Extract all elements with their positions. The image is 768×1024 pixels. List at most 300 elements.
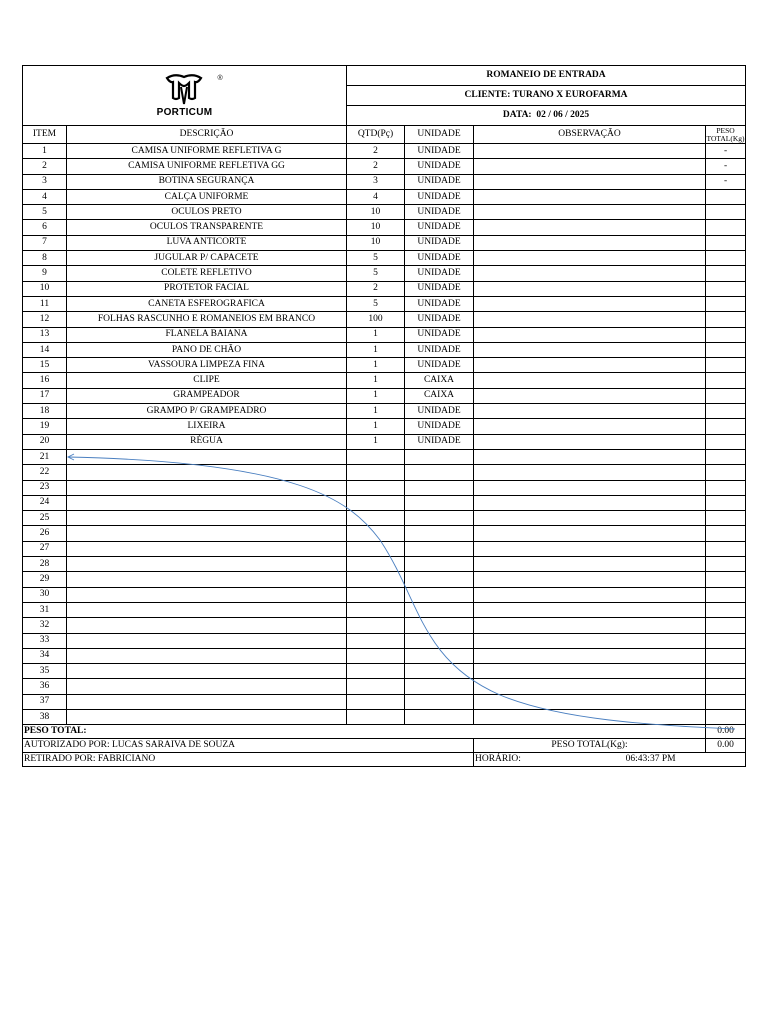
row-qtd xyxy=(347,465,405,480)
row-descricao: CAMISA UNIFORME REFLETIVA GG xyxy=(67,159,347,174)
row-observacao xyxy=(474,281,706,296)
table-row xyxy=(23,144,746,159)
row-observacao xyxy=(474,327,706,342)
row-unidade: CAIXA xyxy=(405,388,474,403)
row-unidade: UNIDADE xyxy=(405,327,474,342)
row-peso xyxy=(706,342,746,357)
table-row xyxy=(23,694,746,709)
row-peso xyxy=(706,541,746,556)
row-peso: - xyxy=(706,174,746,189)
row-descricao: JUGULAR P/ CAPACETE xyxy=(67,251,347,266)
row-unidade xyxy=(405,480,474,495)
row-peso xyxy=(706,449,746,464)
row-observacao xyxy=(474,480,706,495)
row-unidade xyxy=(405,602,474,617)
table-row xyxy=(23,296,746,311)
row-qtd: 10 xyxy=(347,205,405,220)
row-item-number: 38 xyxy=(23,709,67,724)
table-row xyxy=(23,159,746,174)
row-descricao: FOLHAS RASCUNHO E ROMANEIOS EM BRANCO xyxy=(67,312,347,327)
column-header-row xyxy=(23,126,746,144)
row-item-number: 30 xyxy=(23,587,67,602)
row-qtd xyxy=(347,541,405,556)
row-unidade: UNIDADE xyxy=(405,174,474,189)
row-unidade: UNIDADE xyxy=(405,159,474,174)
logo-cell xyxy=(23,66,347,126)
row-item-number: 6 xyxy=(23,220,67,235)
row-descricao: FLANELA BAIANA xyxy=(67,327,347,342)
table-row xyxy=(23,526,746,541)
table-row xyxy=(23,618,746,633)
row-peso xyxy=(706,434,746,449)
row-peso xyxy=(706,648,746,663)
row-observacao xyxy=(474,572,706,587)
retirado-por: RETIRADO POR: FABRICIANO xyxy=(23,753,474,767)
table-row xyxy=(23,587,746,602)
row-descricao xyxy=(67,602,347,617)
row-descricao xyxy=(67,633,347,648)
porticum-mark-icon xyxy=(165,74,203,106)
row-qtd: 1 xyxy=(347,342,405,357)
row-item-number: 23 xyxy=(23,480,67,495)
row-qtd: 1 xyxy=(347,388,405,403)
row-observacao xyxy=(474,648,706,663)
row-item-number: 15 xyxy=(23,358,67,373)
row-item-number: 7 xyxy=(23,235,67,250)
row-peso xyxy=(706,664,746,679)
row-peso xyxy=(706,358,746,373)
row-qtd xyxy=(347,480,405,495)
row-descricao xyxy=(67,648,347,663)
row-qtd: 2 xyxy=(347,159,405,174)
row-item-number: 26 xyxy=(23,526,67,541)
row-peso xyxy=(706,266,746,281)
table-row xyxy=(23,434,746,449)
row-item-number: 13 xyxy=(23,327,67,342)
row-peso: - xyxy=(706,159,746,174)
row-qtd xyxy=(347,664,405,679)
table-row xyxy=(23,342,746,357)
row-unidade xyxy=(405,511,474,526)
row-descricao: CAMISA UNIFORME REFLETIVA G xyxy=(67,144,347,159)
row-observacao xyxy=(474,251,706,266)
horario-value: 06:43:37 PM xyxy=(625,754,676,765)
table-row xyxy=(23,358,746,373)
row-qtd: 1 xyxy=(347,404,405,419)
peso-total-value: 0.00 xyxy=(706,725,746,739)
row-qtd xyxy=(347,648,405,663)
table-row xyxy=(23,327,746,342)
row-observacao xyxy=(474,312,706,327)
row-qtd xyxy=(347,587,405,602)
row-peso xyxy=(706,557,746,572)
row-observacao xyxy=(474,434,706,449)
row-peso xyxy=(706,694,746,709)
row-observacao xyxy=(474,220,706,235)
row-qtd: 5 xyxy=(347,251,405,266)
row-item-number: 12 xyxy=(23,312,67,327)
row-descricao: OCULOS TRANSPARENTE xyxy=(67,220,347,235)
row-qtd: 1 xyxy=(347,327,405,342)
row-qtd xyxy=(347,495,405,510)
row-peso xyxy=(706,679,746,694)
peso-kg-label: PESO TOTAL(Kg): xyxy=(474,739,706,753)
row-item-number: 31 xyxy=(23,602,67,617)
row-peso xyxy=(706,312,746,327)
romaneio-sheet xyxy=(22,65,745,767)
row-qtd xyxy=(347,572,405,587)
row-observacao xyxy=(474,419,706,434)
row-peso xyxy=(706,404,746,419)
row-unidade xyxy=(405,495,474,510)
row-observacao xyxy=(474,694,706,709)
row-item-number: 14 xyxy=(23,342,67,357)
row-item-number: 2 xyxy=(23,159,67,174)
row-descricao: OCULOS PRETO xyxy=(67,205,347,220)
row-qtd: 2 xyxy=(347,281,405,296)
row-descricao: LUVA ANTICORTE xyxy=(67,235,347,250)
row-item-number: 29 xyxy=(23,572,67,587)
row-item-number: 35 xyxy=(23,664,67,679)
row-observacao xyxy=(474,205,706,220)
row-qtd xyxy=(347,618,405,633)
row-unidade: UNIDADE xyxy=(405,342,474,357)
date-line xyxy=(347,106,746,126)
row-unidade: UNIDADE xyxy=(405,419,474,434)
row-peso xyxy=(706,296,746,311)
row-descricao xyxy=(67,664,347,679)
row-qtd xyxy=(347,679,405,694)
row-observacao xyxy=(474,618,706,633)
row-peso xyxy=(706,388,746,403)
row-descricao: BOTINA SEGURANÇA xyxy=(67,174,347,189)
row-item-number: 20 xyxy=(23,434,67,449)
date-label: DATA: xyxy=(502,110,532,120)
row-unidade xyxy=(405,557,474,572)
row-unidade xyxy=(405,664,474,679)
row-descricao xyxy=(67,587,347,602)
row-qtd: 4 xyxy=(347,189,405,204)
row-unidade xyxy=(405,709,474,724)
row-item-number: 19 xyxy=(23,419,67,434)
row-observacao xyxy=(474,449,706,464)
row-peso xyxy=(706,480,746,495)
row-peso xyxy=(706,465,746,480)
row-unidade xyxy=(405,587,474,602)
table-row xyxy=(23,679,746,694)
row-peso xyxy=(706,633,746,648)
row-qtd: 1 xyxy=(347,419,405,434)
row-unidade: UNIDADE xyxy=(405,205,474,220)
row-item-number: 37 xyxy=(23,694,67,709)
row-item-number: 21 xyxy=(23,449,67,464)
peso-total-label: PESO TOTAL: xyxy=(23,725,706,739)
table-row xyxy=(23,220,746,235)
table-row xyxy=(23,602,746,617)
peso-kg-value: 0.00 xyxy=(706,739,746,753)
table-row xyxy=(23,251,746,266)
table-row xyxy=(23,205,746,220)
row-peso xyxy=(706,327,746,342)
row-observacao xyxy=(474,266,706,281)
row-descricao: RÉGUA xyxy=(67,434,347,449)
row-item-number: 18 xyxy=(23,404,67,419)
row-descricao xyxy=(67,465,347,480)
row-observacao xyxy=(474,709,706,724)
romaneio-table xyxy=(22,65,746,767)
row-descricao: PROTETOR FACIAL xyxy=(67,281,347,296)
row-peso xyxy=(706,709,746,724)
row-observacao xyxy=(474,358,706,373)
row-observacao xyxy=(474,189,706,204)
row-unidade: CAIXA xyxy=(405,373,474,388)
row-descricao xyxy=(67,572,347,587)
table-row xyxy=(23,495,746,510)
row-item-number: 34 xyxy=(23,648,67,663)
row-qtd: 100 xyxy=(347,312,405,327)
col-unidade: UNIDADE xyxy=(405,126,474,144)
table-row xyxy=(23,557,746,572)
row-qtd: 1 xyxy=(347,358,405,373)
row-qtd xyxy=(347,709,405,724)
row-item-number: 8 xyxy=(23,251,67,266)
row-unidade xyxy=(405,694,474,709)
row-qtd: 1 xyxy=(347,434,405,449)
client-value: TURANO X EUROFARMA xyxy=(512,90,628,100)
autorizado-por: AUTORIZADO POR: LUCAS SARAIVA DE SOUZA xyxy=(23,739,474,753)
row-peso xyxy=(706,602,746,617)
row-qtd: 2 xyxy=(347,144,405,159)
row-item-number: 10 xyxy=(23,281,67,296)
row-peso xyxy=(706,618,746,633)
row-descricao xyxy=(67,495,347,510)
row-unidade: UNIDADE xyxy=(405,251,474,266)
row-observacao xyxy=(474,679,706,694)
row-descricao: GRAMPO P/ GRAMPEADRO xyxy=(67,404,347,419)
row-unidade: UNIDADE xyxy=(405,189,474,204)
table-row xyxy=(23,174,746,189)
client-label: CLIENTE: xyxy=(464,90,511,100)
row-observacao xyxy=(474,526,706,541)
row-item-number: 25 xyxy=(23,511,67,526)
row-observacao xyxy=(474,633,706,648)
row-unidade: UNIDADE xyxy=(405,434,474,449)
peso-total-row xyxy=(23,725,746,739)
row-peso xyxy=(706,495,746,510)
porticum-logo xyxy=(145,72,225,120)
brand-name: PORTICUM xyxy=(156,106,213,118)
row-peso xyxy=(706,220,746,235)
table-row xyxy=(23,312,746,327)
row-unidade: UNIDADE xyxy=(405,296,474,311)
table-row xyxy=(23,388,746,403)
row-peso xyxy=(706,419,746,434)
row-item-number: 9 xyxy=(23,266,67,281)
row-qtd xyxy=(347,602,405,617)
row-observacao xyxy=(474,174,706,189)
row-item-number: 28 xyxy=(23,557,67,572)
table-row xyxy=(23,648,746,663)
row-peso xyxy=(706,235,746,250)
row-observacao xyxy=(474,235,706,250)
row-item-number: 5 xyxy=(23,205,67,220)
row-peso xyxy=(706,205,746,220)
row-qtd xyxy=(347,449,405,464)
table-row xyxy=(23,572,746,587)
row-unidade xyxy=(405,526,474,541)
table-row xyxy=(23,266,746,281)
row-unidade xyxy=(405,618,474,633)
client-line xyxy=(347,86,746,106)
row-observacao xyxy=(474,296,706,311)
row-unidade xyxy=(405,465,474,480)
row-qtd: 5 xyxy=(347,266,405,281)
table-row xyxy=(23,633,746,648)
row-descricao xyxy=(67,541,347,556)
row-descricao xyxy=(67,511,347,526)
row-unidade xyxy=(405,541,474,556)
row-item-number: 3 xyxy=(23,174,67,189)
row-unidade xyxy=(405,449,474,464)
row-descricao: CANETA ESFEROGRAFICA xyxy=(67,296,347,311)
row-peso xyxy=(706,572,746,587)
table-row xyxy=(23,419,746,434)
row-observacao xyxy=(474,602,706,617)
row-descricao: GRAMPEADOR xyxy=(67,388,347,403)
row-unidade: UNIDADE xyxy=(405,266,474,281)
row-observacao xyxy=(474,495,706,510)
row-qtd: 1 xyxy=(347,373,405,388)
row-item-number: 4 xyxy=(23,189,67,204)
row-peso xyxy=(706,281,746,296)
table-row xyxy=(23,465,746,480)
row-descricao: CALÇA UNIFORME xyxy=(67,189,347,204)
row-peso xyxy=(706,251,746,266)
row-qtd xyxy=(347,557,405,572)
row-qtd xyxy=(347,526,405,541)
row-descricao xyxy=(67,618,347,633)
row-observacao xyxy=(474,159,706,174)
row-descricao xyxy=(67,557,347,572)
row-item-number: 36 xyxy=(23,679,67,694)
horario-label: HORÁRIO: xyxy=(475,754,521,765)
row-observacao xyxy=(474,541,706,556)
row-qtd: 3 xyxy=(347,174,405,189)
row-peso xyxy=(706,189,746,204)
row-peso xyxy=(706,526,746,541)
row-descricao xyxy=(67,679,347,694)
date-value: 02 / 06 / 2025 xyxy=(536,110,590,120)
row-descricao xyxy=(67,480,347,495)
table-row xyxy=(23,281,746,296)
row-observacao xyxy=(474,388,706,403)
registered-mark: ® xyxy=(217,74,223,82)
col-item: ITEM xyxy=(23,126,67,144)
row-peso xyxy=(706,373,746,388)
row-observacao xyxy=(474,404,706,419)
table-row xyxy=(23,480,746,495)
retirado-row xyxy=(23,753,746,767)
row-peso xyxy=(706,587,746,602)
table-row xyxy=(23,373,746,388)
row-item-number: 11 xyxy=(23,296,67,311)
row-descricao: VASSOURA LIMPEZA FINA xyxy=(67,358,347,373)
row-observacao xyxy=(474,557,706,572)
row-qtd xyxy=(347,694,405,709)
row-qtd: 10 xyxy=(347,235,405,250)
col-descricao: DESCRIÇÃO xyxy=(67,126,347,144)
row-descricao xyxy=(67,449,347,464)
table-row xyxy=(23,189,746,204)
row-item-number: 17 xyxy=(23,388,67,403)
col-observacao: OBSERVAÇÃO xyxy=(474,126,706,144)
table-row xyxy=(23,404,746,419)
row-unidade: UNIDADE xyxy=(405,312,474,327)
row-item-number: 1 xyxy=(23,144,67,159)
row-descricao: PANO DE CHÃO xyxy=(67,342,347,357)
table-row xyxy=(23,541,746,556)
row-unidade xyxy=(405,679,474,694)
row-unidade xyxy=(405,633,474,648)
row-unidade xyxy=(405,572,474,587)
row-descricao: COLETE REFLETIVO xyxy=(67,266,347,281)
row-unidade: UNIDADE xyxy=(405,281,474,296)
table-row xyxy=(23,511,746,526)
row-qtd xyxy=(347,511,405,526)
row-unidade: UNIDADE xyxy=(405,235,474,250)
table-row xyxy=(23,235,746,250)
horario-cell xyxy=(474,753,746,767)
table-row xyxy=(23,709,746,724)
row-descricao: CLIPE xyxy=(67,373,347,388)
row-qtd xyxy=(347,633,405,648)
row-unidade: UNIDADE xyxy=(405,144,474,159)
row-peso: - xyxy=(706,144,746,159)
row-item-number: 32 xyxy=(23,618,67,633)
col-peso: PESO TOTAL(Kg) xyxy=(706,125,745,143)
row-item-number: 33 xyxy=(23,633,67,648)
row-descricao: LIXEIRA xyxy=(67,419,347,434)
row-qtd: 10 xyxy=(347,220,405,235)
table-row xyxy=(23,664,746,679)
row-item-number: 24 xyxy=(23,495,67,510)
table-row xyxy=(23,449,746,464)
row-observacao xyxy=(474,664,706,679)
row-observacao xyxy=(474,511,706,526)
row-observacao xyxy=(474,144,706,159)
row-unidade xyxy=(405,648,474,663)
row-unidade: UNIDADE xyxy=(405,220,474,235)
row-observacao xyxy=(474,587,706,602)
row-item-number: 27 xyxy=(23,541,67,556)
row-descricao xyxy=(67,709,347,724)
title: ROMANEIO DE ENTRADA xyxy=(347,66,746,86)
item-rows xyxy=(23,144,746,725)
autorizado-row xyxy=(23,739,746,753)
row-peso xyxy=(706,511,746,526)
row-observacao xyxy=(474,342,706,357)
row-observacao xyxy=(474,465,706,480)
row-qtd: 5 xyxy=(347,296,405,311)
col-qtd: QTD(Pç) xyxy=(347,126,405,144)
row-unidade: UNIDADE xyxy=(405,358,474,373)
row-descricao xyxy=(67,694,347,709)
row-item-number: 22 xyxy=(23,465,67,480)
row-observacao xyxy=(474,373,706,388)
row-descricao xyxy=(67,526,347,541)
row-unidade: UNIDADE xyxy=(405,404,474,419)
row-item-number: 16 xyxy=(23,373,67,388)
